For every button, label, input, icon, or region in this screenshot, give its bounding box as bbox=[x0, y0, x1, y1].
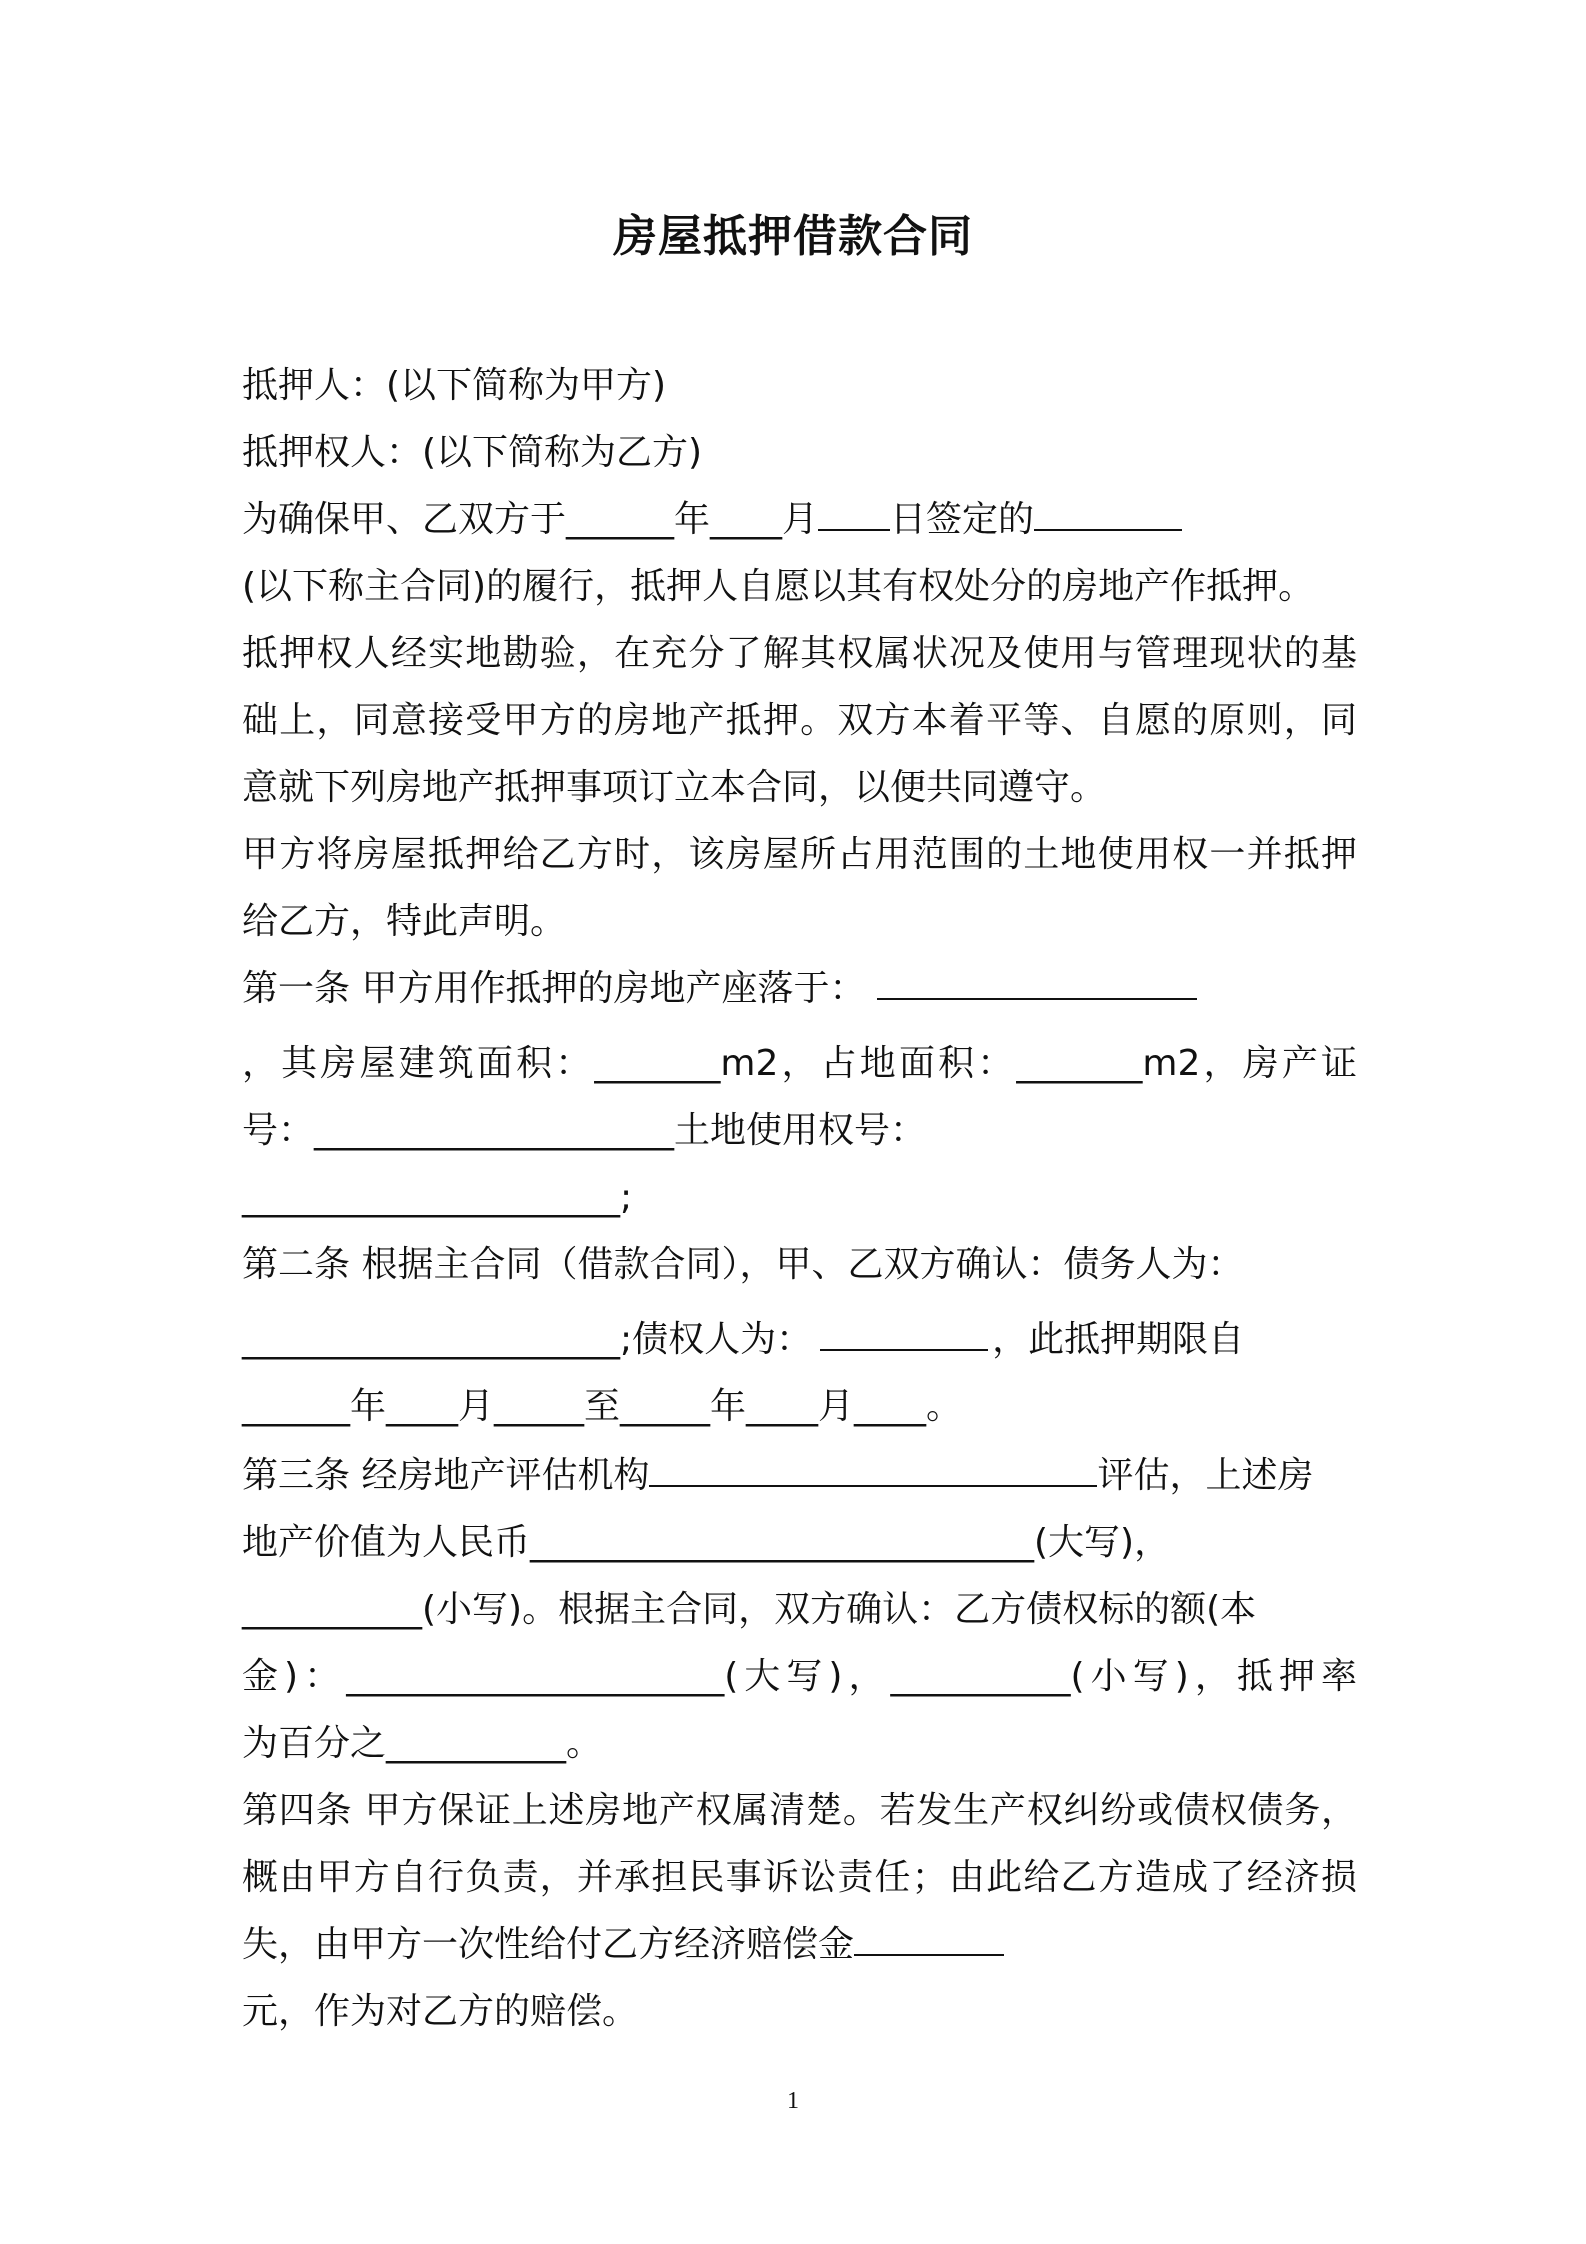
text-segment: 评估，上述房 bbox=[1097, 1455, 1314, 1496]
blank-underline bbox=[649, 1445, 1097, 1487]
text-line: __________(小写)。根据主合同，双方确认：乙方债权标的额(本 bbox=[242, 1589, 1257, 1630]
text-segment: ，此抵押期限自 bbox=[992, 1319, 1245, 1360]
article-1-line bbox=[242, 955, 1357, 1022]
document-title: 房屋抵押借款合同 bbox=[613, 211, 973, 262]
text-line: ______年____月_____至_____年____月____。 bbox=[242, 1386, 962, 1427]
text-segment: 为确保甲、乙双方于______年____月 bbox=[242, 499, 819, 540]
article-3-heading: 第三条 经房地产评估机构 bbox=[242, 1455, 650, 1496]
text-line: (以下称主合同)的履行，抵押人自愿以其有权处分的房地产作抵押。 bbox=[242, 566, 1315, 607]
page-number: 1 bbox=[787, 2088, 799, 2114]
text-line: 金)：_____________________(大写)，__________(小写)，抵押率 bbox=[242, 1656, 1357, 1697]
blank-underline bbox=[877, 958, 1197, 1000]
text-line: 概由甲方自行负责，并承担民事诉讼责任；由此给乙方造成了经济损 bbox=[242, 1857, 1357, 1898]
text-line: 意就下列房地产抵押事项订立本合同，以便共同遵守。 bbox=[242, 767, 1107, 808]
article-2-heading: 第二条 根据主合同（借款合同），甲、乙双方确认：债务人为： bbox=[242, 1244, 1244, 1285]
text-line: ，其房屋建筑面积：_______m2，占地面积：_______m2，房产证 bbox=[242, 1043, 1357, 1084]
text-line: 号：____________________土地使用权号： bbox=[242, 1110, 927, 1151]
text-line-mortgagor: 抵押人：(以下简称为甲方) bbox=[242, 365, 667, 406]
article-1-heading: 第一条 甲方用作抵押的房地产座落于： bbox=[242, 968, 866, 1009]
text-line-mortgagee: 抵押权人：(以下简称为乙方) bbox=[242, 432, 703, 473]
text-line: 元，作为对乙方的赔偿。 bbox=[242, 1991, 639, 2032]
text-line: 为百分之__________。 bbox=[242, 1723, 603, 1764]
text-line: 地产价值为人民币____________________________(大写)， bbox=[242, 1522, 1171, 1563]
blank-underline bbox=[818, 489, 890, 531]
article-4-heading: 第四条 甲方保证上述房地产权属清楚。若发生产权纠纷或债权债务， bbox=[242, 1790, 1357, 1831]
text-line: 础上，同意接受甲方的房地产抵押。双方本着平等、自愿的原则，同 bbox=[242, 700, 1357, 741]
text-line bbox=[242, 1306, 1357, 1373]
text-line: 甲方将房屋抵押给乙方时，该房屋所占用范围的土地使用权一并抵押 bbox=[242, 834, 1357, 875]
text-line-date bbox=[242, 486, 1357, 553]
text-segment: _____________________;债权人为： bbox=[242, 1319, 813, 1360]
text-line: _____________________; bbox=[242, 1177, 633, 1218]
blank-underline bbox=[1034, 489, 1182, 531]
blank-underline bbox=[820, 1309, 988, 1351]
text-line: 给乙方，特此声明。 bbox=[242, 901, 567, 942]
text-line: 抵押权人经实地勘验，在充分了解其权属状况及使用与管理现状的基 bbox=[242, 633, 1357, 674]
contract-body bbox=[242, 352, 1357, 2045]
blank-underline bbox=[854, 1914, 1004, 1956]
text-segment: 日签定的 bbox=[890, 499, 1035, 540]
article-3-line bbox=[242, 1442, 1357, 1509]
text-line bbox=[242, 1911, 1357, 1978]
text-segment: 失，由甲方一次性给付乙方经济赔偿金 bbox=[242, 1924, 855, 1965]
